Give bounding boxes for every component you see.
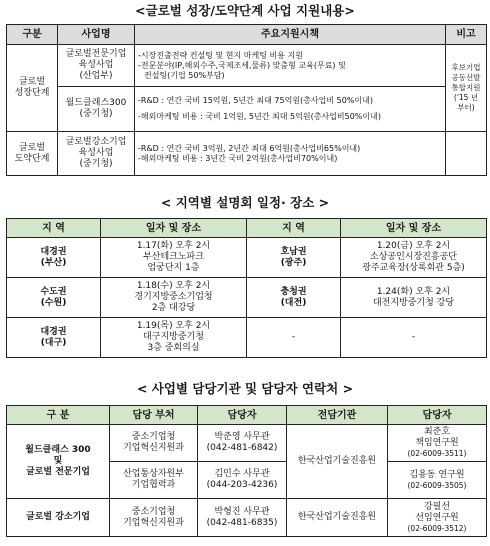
header-agency: 전담기관	[287, 406, 388, 425]
region: 대경권 (대구)	[7, 318, 101, 358]
region: 수도권 (수원)	[7, 278, 101, 318]
project-name: 글로벌전문기업 육성사업 (산업부)	[58, 45, 135, 87]
table-row	[7, 278, 487, 318]
date-place: 1.20(금) 오후 2시 소상공인시장진흥공단 광주교육장(상록회관 5층)	[341, 238, 487, 278]
project-name: 월드클래스300 (중기청)	[58, 87, 135, 132]
department: 중소기업청 기업혁신지원과	[110, 499, 198, 537]
project-policies: -R&D : 연간 국비 3억원, 2년간 최대 6억원(총사업비65%이내) -해외마케팅 비용 : 3년간 국비 2억원(총사업비70%이내)	[135, 132, 446, 176]
header-region-1: 지 역	[7, 219, 101, 238]
note-cell: 후보기업 공동선발 통합지원 ('15 년 부터)	[446, 45, 487, 132]
section3-title: < 사업별 담당기관 및 담당자 연락처 >	[136, 381, 354, 396]
category: 월드클래스 300 및 글로벌 전문기업	[7, 425, 110, 499]
table-row	[7, 238, 487, 278]
contact: 김민수 사무관 (044-203-4236)	[198, 462, 287, 499]
date-place: 1.24(화) 오후 2시 대전지방중기청 강당	[341, 278, 487, 318]
header-note: 비고	[446, 25, 487, 45]
header-division: 구 분	[7, 406, 110, 425]
support-table-header	[7, 25, 487, 45]
contact-table-header	[7, 406, 487, 425]
header-category: 구분	[7, 25, 58, 45]
header-department: 담당 부처	[110, 406, 198, 425]
header-contact: 담당자	[198, 406, 287, 425]
note-empty	[446, 132, 487, 176]
stage-growth: 글로벌 성장단계	[7, 45, 58, 132]
contact: 박형진 사무관 (042-481-6835)	[198, 499, 287, 537]
agency-contact: 강필선 선임연구원 (02-6009-3512)	[388, 499, 487, 537]
table-row	[7, 425, 487, 462]
contact-table	[6, 405, 487, 537]
header-policy: 주요지원시책	[135, 25, 446, 45]
date-place: 1.19(목) 오후 2시 대구지방중기청 3층 중회의실	[101, 318, 247, 358]
header-project: 사업명	[58, 25, 135, 45]
stage-leap: 글로벌 도약단계	[7, 132, 58, 176]
date-place: 1.18(수) 오후 2시 경기지방중소기업청 2층 대강당	[101, 278, 247, 318]
project-policies: -R&D : 연간 국비 15억원, 5년간 최대 75억원(총사업비 50%이내) -해외마케팅 비용 : 국비 1억원, 5년간 최대 5억원(총사업비50%이내)	[135, 87, 446, 132]
region: 호남권 (광주)	[247, 238, 341, 278]
project-name: 글로벌강소기업 육성사업 (중기청)	[58, 132, 135, 176]
contact: 박준영 사무관 (042-481-6842)	[198, 425, 287, 462]
agency: 한국산업기술진흥원	[287, 499, 388, 537]
table-row	[7, 87, 487, 132]
date-place-empty: -	[341, 318, 487, 358]
header-agency-contact: 담당자	[388, 406, 487, 425]
agency-contact: 최준호 책임연구원 (02-6009-3511)	[388, 425, 487, 462]
table-row	[7, 318, 487, 358]
header-region-2: 지 역	[247, 219, 341, 238]
table-row	[7, 132, 487, 176]
table-row	[7, 45, 487, 87]
agency: 한국산업기술진흥원	[287, 425, 388, 499]
date-place: 1.17(화) 오후 2시 부산테크노파크 엄궁단지 1층	[101, 238, 247, 278]
section1-title: <글로벌 성장/도약단계 사업 지원내용>	[135, 3, 355, 18]
schedule-table	[6, 218, 487, 358]
support-table	[6, 24, 487, 176]
agency-contact: 김용동 연구원 (02-6009-3505)	[388, 462, 487, 499]
section2-title: < 지역별 설명회 일정· 장소 >	[160, 195, 330, 210]
department: 중소기업청 기업혁신지원과	[110, 425, 198, 462]
project-policies: -시장진출전략 컨설팅 및 현지 마케팅 비용 지원 -전문분야(IP,해외수주,국제조세,물류) 맞춤형 교육(무료) 및 컨설팅(기업 50%부담)	[135, 45, 446, 87]
category: 글로벌 강소기업	[7, 499, 110, 537]
schedule-table-header	[7, 219, 487, 238]
region-empty: -	[247, 318, 341, 358]
department: 산업통상자원부 기업협력과	[110, 462, 198, 499]
region: 충청권 (대전)	[247, 278, 341, 318]
header-date-place-1: 일자 및 장소	[101, 219, 247, 238]
region: 대경권 (부산)	[7, 238, 101, 278]
table-row	[7, 499, 487, 537]
header-date-place-2: 일자 및 장소	[341, 219, 487, 238]
